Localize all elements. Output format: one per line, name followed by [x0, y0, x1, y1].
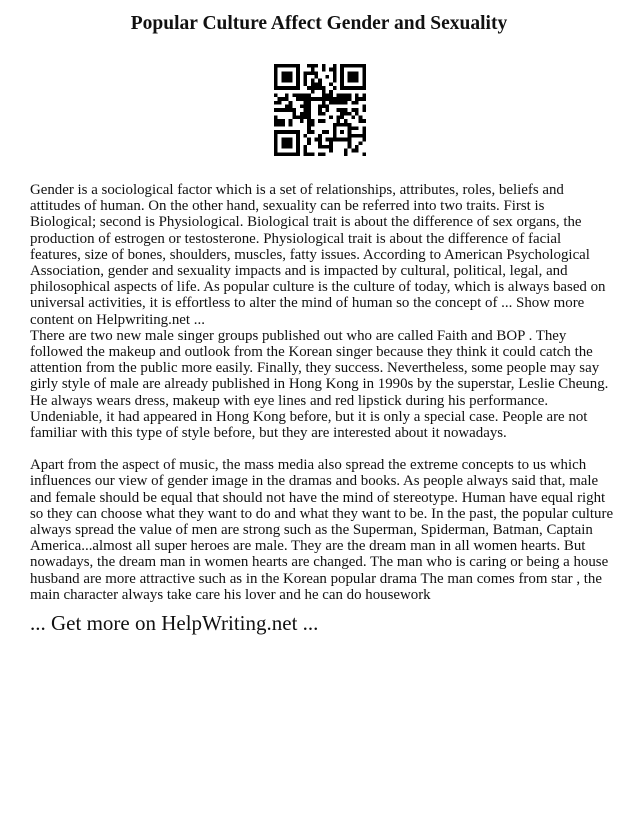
paragraph-1: Gender is a sociological factor which is a set of relationships, attributes, roles, beliefs and attitudes of human. On the other hand, sexuality can be referred into two traits. First is Biological; second is Physiological. Biological trait is about the difference of sex organs, the production of estrogen or testosterone. Physiological trait is about the difference of facial features, size of bones, shoulders, muscles, fatty issues. According to American Psychological Association, gender and sexuality impacts and is impacted by cultural, political, legal, and philosophical aspects of life. As popular culture is the culture of today, which is always based on universal activities, it is effortless to alter the mind of human so the concept of ... Show more content on Helpwriting.net ...	[30, 182, 606, 328]
get-more-link[interactable]: ... Get more on HelpWriting.net ...	[30, 611, 319, 635]
paragraph-3: Apart from the aspect of music, the mass media also spread the extreme concepts to us which influences our view of gender image in the dramas and books. As people always said that, male and female should be equal that should not have the mind of stereotype. Human have equal right so they can choose what they want to do and what they want to be. In the past, the popular culture always spread the value of men are strong such as the Superman, Spiderman, Batman, Captain America...almost all super heroes are male. They are the dream man in all women hearts. But nowadays, the dream man in women hearts are changed. The man who is caring or being a house husband are more attractive such as in the Korean popular drama The man comes from star , the main character always take care his lover and he can do housework	[30, 457, 614, 603]
paragraph-2: There are two new male singer groups published out who are called Faith and BOP . They followed the makeup and outlook from the Korean singer because they think it could catch the attention from the public more easily. Finally, they success. Nevertheless, some people may say girly style of male are already published in Hong Kong in 1990s by the superstar, Leslie Cheung. He always wears dress, makeup with eye lines and red lipstick during his performance. Undeniable, it had appeared in Hong Kong before, but it is only a special case. People are not familiar with this type of style before, but they are interested about it nowadays.	[30, 327, 609, 442]
document-title: Popular Culture Affect Gender and Sexuality	[130, 13, 508, 34]
article-body	[30, 182, 614, 603]
qr-code-icon	[274, 64, 366, 156]
